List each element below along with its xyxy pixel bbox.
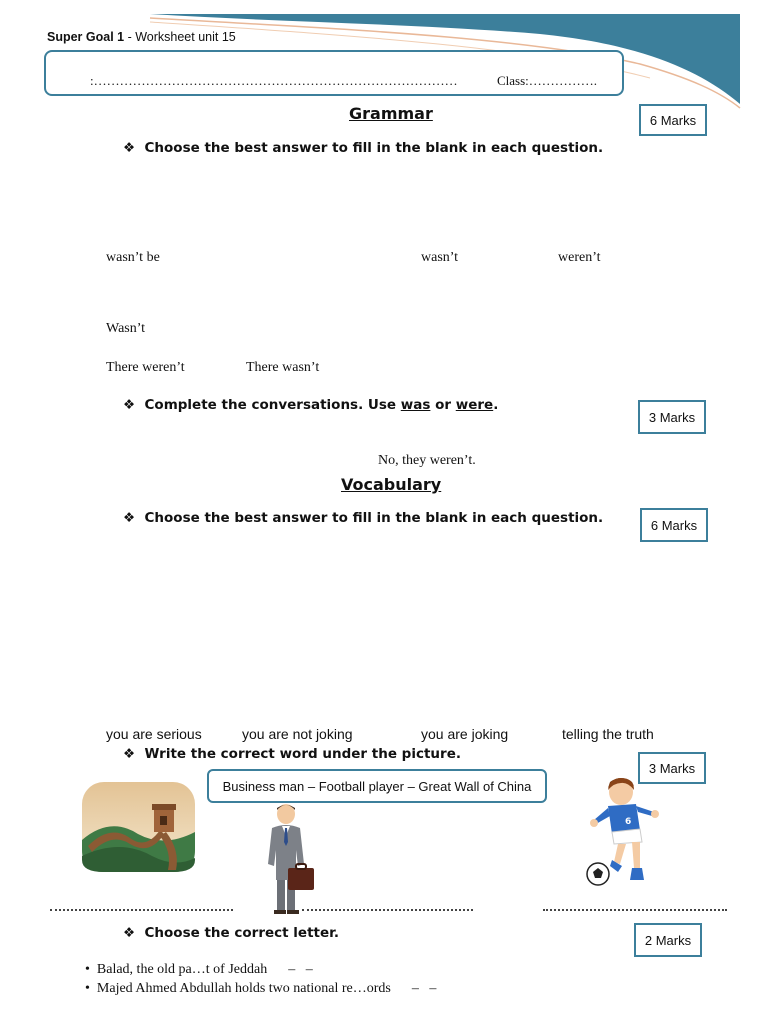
name-field[interactable]: :…………………………………………………………………………: [90, 73, 458, 88]
conversation-instruction: ❖ Complete the conversations. Use was or were.: [123, 397, 499, 413]
diamond-bullet-icon: ❖: [123, 925, 136, 941]
grammar-option[interactable]: wasn’t be: [106, 250, 160, 265]
conversation-answer: No, they weren’t.: [378, 453, 476, 468]
bullet: •: [85, 962, 97, 977]
vocabulary-option[interactable]: you are not joking: [242, 726, 353, 742]
svg-text:6: 6: [625, 817, 632, 827]
vocabulary-instruction: ❖ Choose the best answer to fill in the blank in each question.: [123, 510, 604, 526]
businessman-illustration: [262, 802, 318, 916]
letter-instruction: ❖ Choose the correct letter.: [123, 925, 340, 941]
great-wall-illustration: [80, 780, 197, 874]
grammar-option[interactable]: There wasn’t: [246, 360, 320, 375]
football-player-illustration: [584, 772, 674, 888]
worksheet-subtitle: - Worksheet unit 15: [124, 30, 236, 44]
series-name: Super Goal 1: [47, 30, 125, 44]
worksheet-title: [47, 30, 236, 44]
bullet: •: [85, 981, 97, 996]
diamond-bullet-icon: ❖: [123, 397, 136, 413]
grammar-option[interactable]: weren’t: [558, 250, 601, 265]
diamond-bullet-icon: ❖: [123, 746, 136, 762]
grammar-heading: Grammar: [349, 104, 433, 123]
vocabulary-option[interactable]: you are joking: [421, 726, 509, 742]
vocabulary-option[interactable]: you are serious: [106, 726, 202, 742]
vocabulary-marks-box: 6 Marks: [640, 508, 708, 542]
grammar-instruction: ❖ Choose the best answer to fill in the blank in each question.: [123, 140, 604, 156]
conversation-marks-box: 3 Marks: [638, 400, 706, 434]
grammar-option[interactable]: Wasn’t: [106, 321, 146, 336]
vocabulary-option[interactable]: telling the truth: [562, 726, 654, 742]
picture-answer-line[interactable]: [302, 909, 473, 911]
letter-item: • Balad, the old pa…t of Jeddah – –: [85, 962, 313, 977]
grammar-option[interactable]: There weren’t: [106, 360, 185, 375]
word-bank-box: Business man – Football player – Great Wall of China: [207, 769, 547, 803]
grammar-marks-box: 6 Marks: [639, 104, 707, 136]
diamond-bullet-icon: ❖: [123, 510, 136, 526]
picture-instruction: ❖ Write the correct word under the picture.: [123, 746, 461, 762]
class-field[interactable]: Class:…………….: [497, 73, 598, 88]
picture-marks-box: 3 Marks: [638, 752, 706, 784]
diamond-bullet-icon: ❖: [123, 140, 136, 156]
letter-item: • Majed Ahmed Abdullah holds two national re…ords – –: [85, 981, 437, 996]
letter-marks-box: 2 Marks: [634, 923, 702, 957]
picture-answer-line[interactable]: [543, 909, 727, 911]
picture-answer-line[interactable]: [50, 909, 233, 911]
grammar-option[interactable]: wasn’t: [421, 250, 459, 265]
vocabulary-heading: Vocabulary: [341, 475, 442, 494]
